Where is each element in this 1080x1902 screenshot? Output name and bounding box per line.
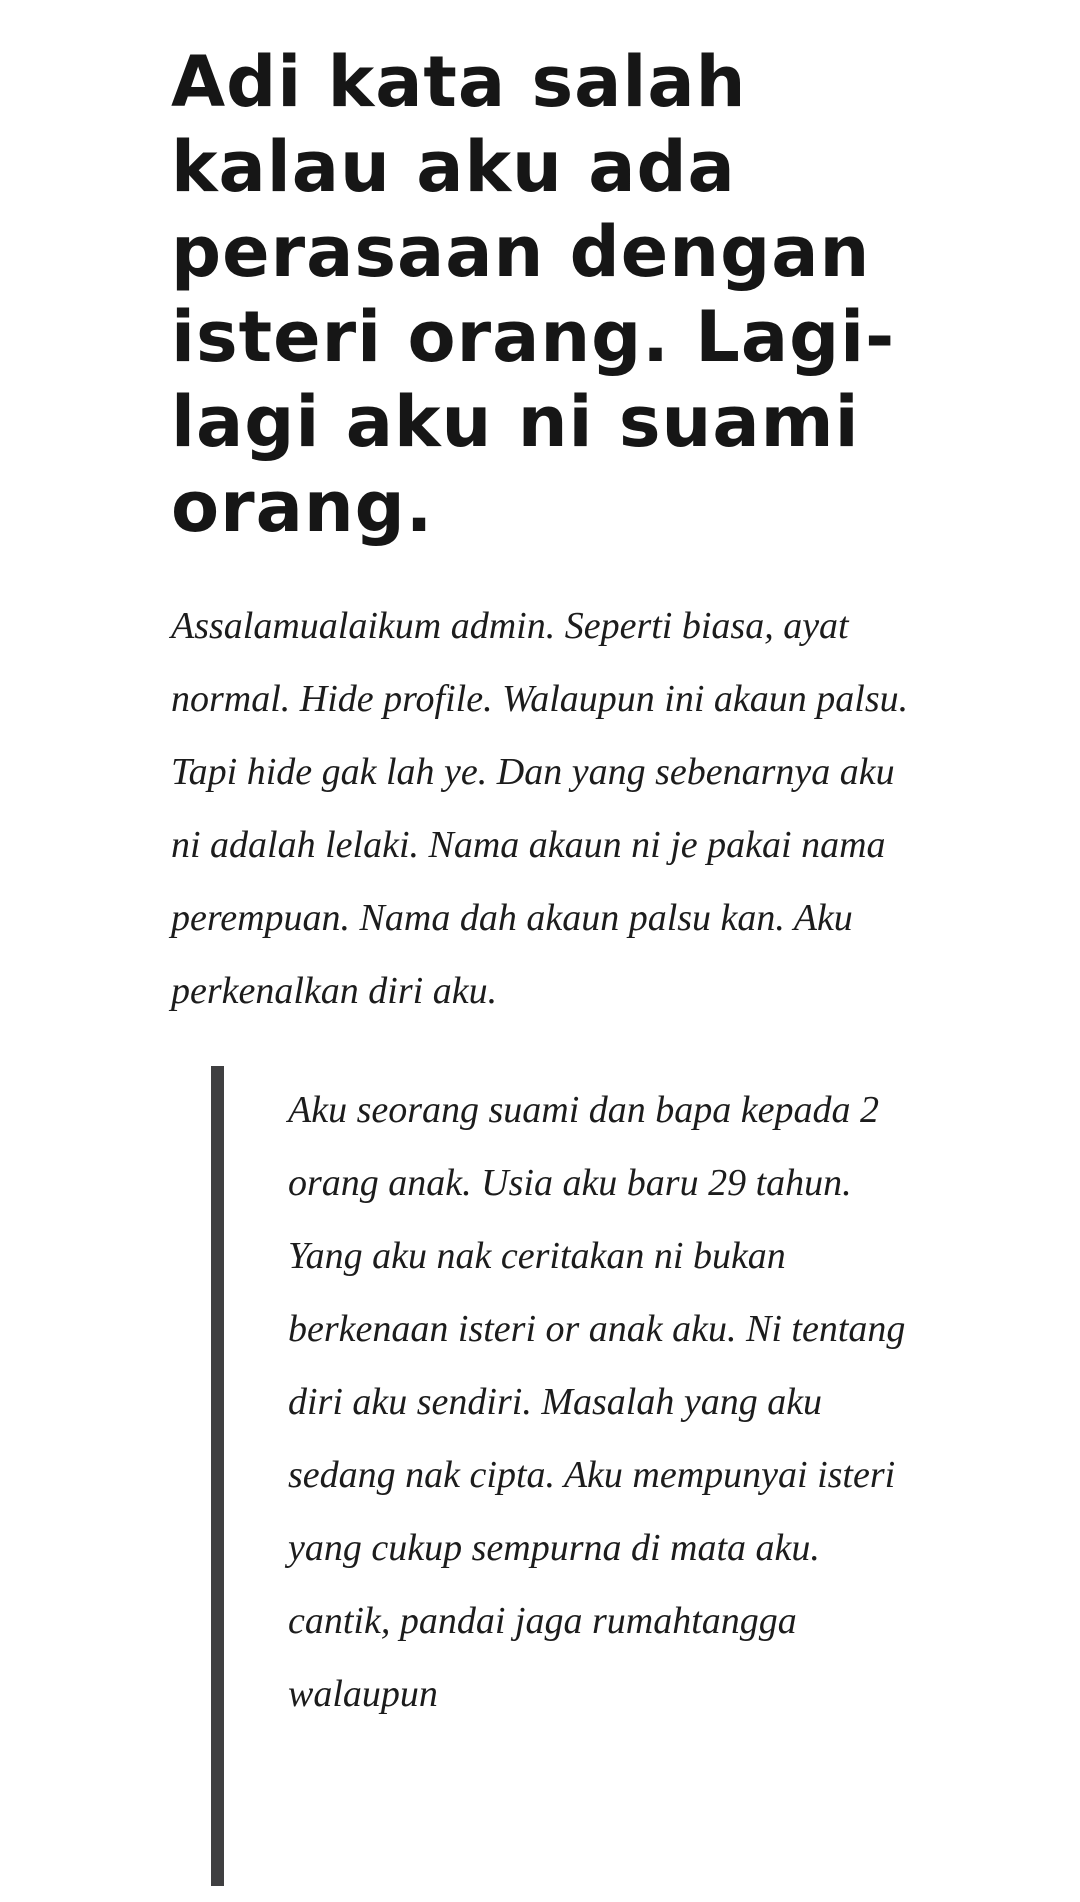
article-title: Adi kata salah kalau aku ada perasaan dengan isteri orang. Lagi-lagi aku ni suami orang. [171, 41, 896, 548]
article [171, 40, 931, 1902]
blockquote-text: Aku seorang suami dan bapa kepada 2 orang anak. Usia aku baru 29 tahun. Yang aku nak ceritakan ni bukan berkenaan isteri or anak aku. Ni tentang diri aku sendiri. Masalah yang aku sedang nak cipta. Aku mempunyai isteri yang cukup sempurna di mata aku. cantik, pandai jaga rumahtangga walaupun [288, 1089, 906, 1715]
article-intro-paragraph: Assalamualaikum admin. Seperti biasa, ayat normal. Hide profile. Walaupun ini akaun palsu. Tapi hide gak lah ye. Dan yang sebenarnya aku ni adalah lelaki. Nama akaun ni je pakai nama perempuan. Nama dah akaun palsu kan. Aku perkenalkan diri aku. [171, 605, 909, 1012]
article-blockquote [211, 1066, 906, 1886]
